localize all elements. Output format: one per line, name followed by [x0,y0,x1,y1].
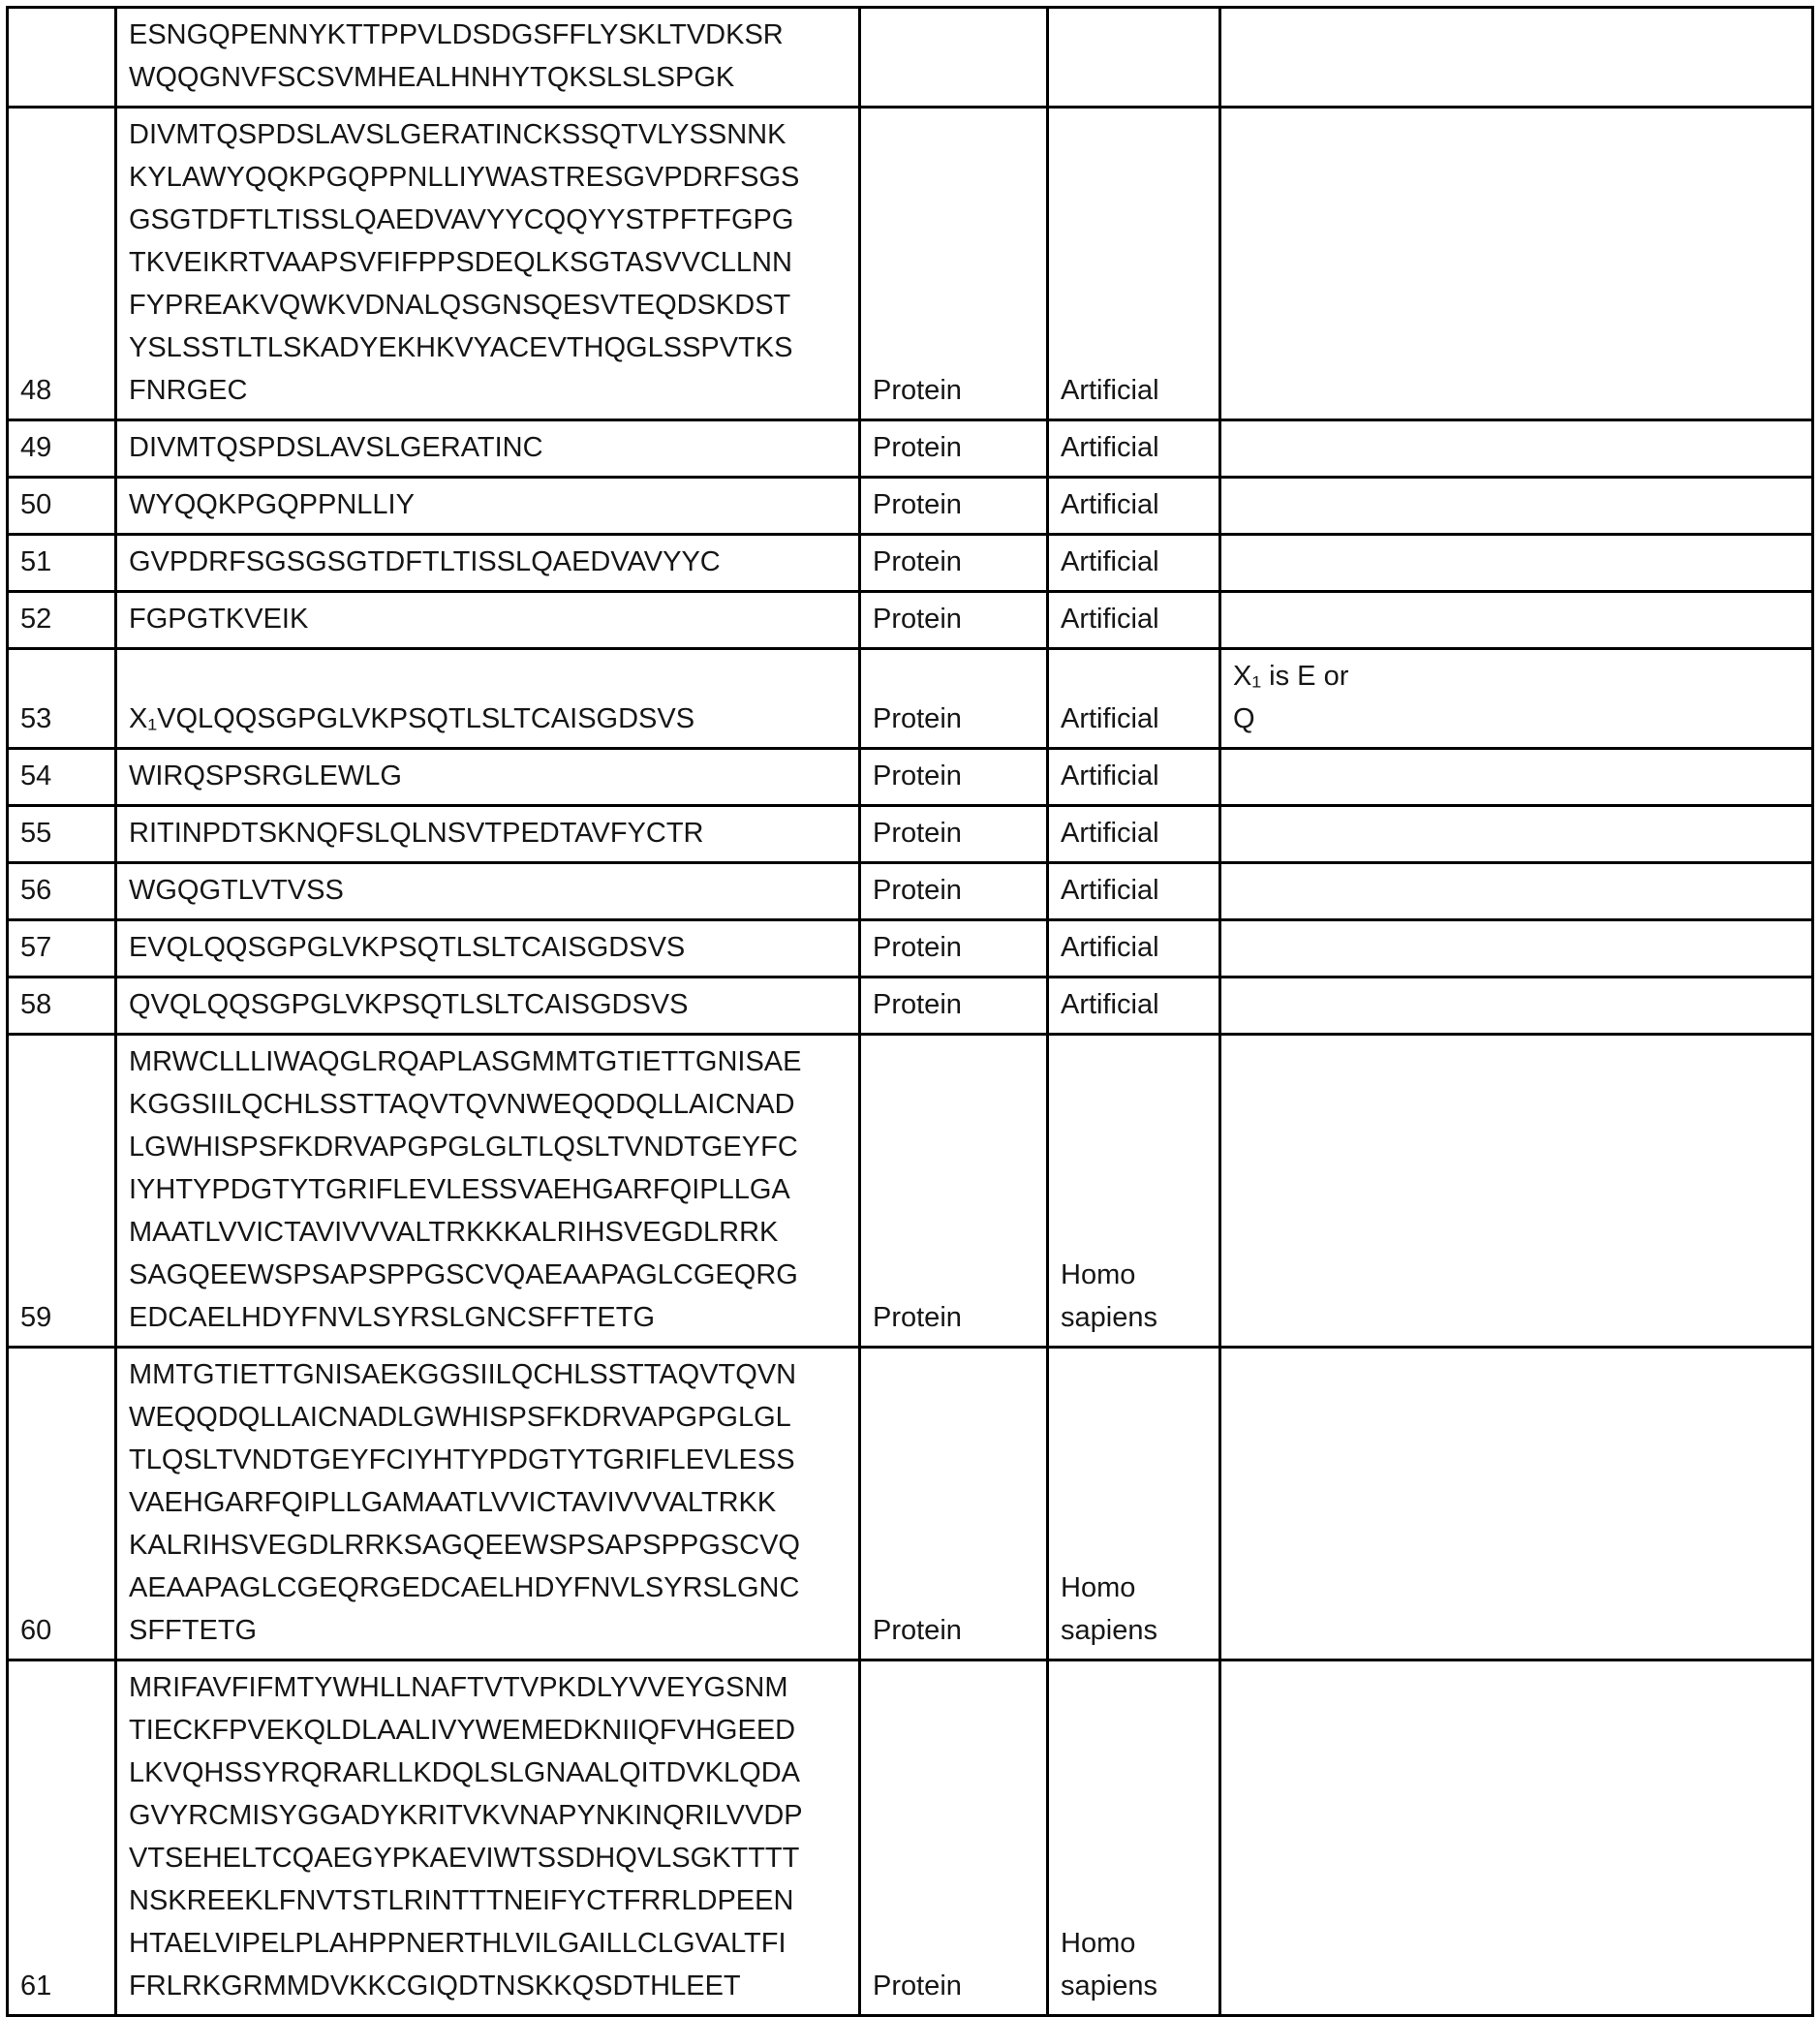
sequence-cell: MRWCLLLIWAQGLRQAPLASGMMTGTIETTGNISAE KGGSIILQCHLSSTTAQVTQVNWEQQDQLLAICNAD LGWHISPSFKDRVAPGPGLGLTLQSLTVNDTGEYFC IYHTYPDGTYTGRIFLEVLESSVAEHGARFQIPLLGA MAATLVVICTAVIVVVALTRKKKALRIHSVEGDLRRK SAGQEEWSPSAPSPPGSCVQAEAAPAGLCGEQRG EDCAELHDYFNVLSYRSLGNCSFFTETG [116,1035,860,1348]
table-row [8,806,1813,863]
note-cell [1220,1660,1813,2016]
table-row [8,535,1813,592]
organism-cell: Artificial [1048,420,1220,478]
table-row [8,478,1813,535]
molecule-type-cell: Protein [860,592,1048,649]
sequence-cell: ESNGQPENNYKTTPPVLDSDGSFFLYSKLTVDKSR WQQGNVFSCSVMHEALHNHYTQKSLSLSPGK [116,8,860,108]
organism-cell: Artificial [1048,592,1220,649]
table-row [8,592,1813,649]
table-row [8,420,1813,478]
table-row [8,1348,1813,1660]
sequence-table-body [8,8,1813,2016]
note-cell [1220,420,1813,478]
note-cell [1220,1035,1813,1348]
sequence-cell: WIRQSPSRGLEWLG [116,749,860,806]
table-row [8,863,1813,920]
note-cell [1220,863,1813,920]
sequence-cell: X₁VQLQQSGPGLVKPSQTLSLTCAISGDSVS [116,649,860,749]
table-row [8,977,1813,1035]
organism-cell: Artificial [1048,749,1220,806]
row-number-cell: 55 [8,806,116,863]
row-number-cell: 60 [8,1348,116,1660]
row-number-cell: 53 [8,649,116,749]
sequence-cell: WYQQKPGQPPNLLIY [116,478,860,535]
organism-cell: Homo sapiens [1048,1035,1220,1348]
organism-cell: Artificial [1048,535,1220,592]
note-cell [1220,535,1813,592]
organism-cell: Artificial [1048,977,1220,1035]
sequence-cell: DIVMTQSPDSLAVSLGERATINC [116,420,860,478]
row-number-cell: 50 [8,478,116,535]
organism-cell: Artificial [1048,478,1220,535]
table-row [8,108,1813,420]
sequence-cell: WGQGTLVTVSS [116,863,860,920]
organism-cell: Artificial [1048,863,1220,920]
organism-cell: Homo sapiens [1048,1660,1220,2016]
row-number-cell [8,8,116,108]
note-cell [1220,592,1813,649]
note-cell [1220,806,1813,863]
row-number-cell: 52 [8,592,116,649]
molecule-type-cell: Protein [860,806,1048,863]
molecule-type-cell: Protein [860,108,1048,420]
row-number-cell: 57 [8,920,116,977]
molecule-type-cell: Protein [860,863,1048,920]
molecule-type-cell [860,8,1048,108]
organism-cell: Artificial [1048,649,1220,749]
sequence-cell: MRIFAVFIFMTYWHLLNAFTVTVPKDLYVVEYGSNM TIECKFPVEKQLDLAALIVYWEMEDKNIIQFVHGEED LKVQHSSYRQRARLLKDQLSLGNAALQITDVKLQDA GVYRCMISYGGADYKRITVKVNAPYNKINQRILVVDP VTSEHELTCQAEGYPKAEVIWTSSDHQVLSGKTTTT NSKREEKLFNVTSTLRINTTTNEIFYCTFRRLDPEEN HTAELVIPELPLAHPPNERTHLVILGAILLCLGVALTFI FRLRKGRMMDVKKCGIQDTNSKKQSDTHLEET [116,1660,860,2016]
note-cell [1220,8,1813,108]
row-number-cell: 48 [8,108,116,420]
note-cell [1220,1348,1813,1660]
row-number-cell: 61 [8,1660,116,2016]
organism-cell: Artificial [1048,920,1220,977]
note-cell [1220,920,1813,977]
row-number-cell: 59 [8,1035,116,1348]
sequence-cell: MMTGTIETTGNISAEKGGSIILQCHLSSTTAQVTQVN WEQQDQLLAICNADLGWHISPSFKDRVAPGPGLGL TLQSLTVNDTGEYFCIYHTYPDGTYTGRIFLEVLESS VAEHGARFQIPLLGAMAATLVVICTAVIVVVALTRKK KALRIHSVEGDLRRKSAGQEEWSPSAPSPPGSCVQ AEAAPAGLCGEQRGEDCAELHDYFNVLSYRSLGNC SFFTETG [116,1348,860,1660]
molecule-type-cell: Protein [860,1348,1048,1660]
molecule-type-cell: Protein [860,535,1048,592]
table-row [8,8,1813,108]
molecule-type-cell: Protein [860,420,1048,478]
molecule-type-cell: Protein [860,749,1048,806]
note-cell: X₁ is E or Q [1220,649,1813,749]
molecule-type-cell: Protein [860,649,1048,749]
table-row [8,920,1813,977]
row-number-cell: 51 [8,535,116,592]
sequence-cell: FGPGTKVEIK [116,592,860,649]
organism-cell: Artificial [1048,806,1220,863]
organism-cell: Homo sapiens [1048,1348,1220,1660]
table-row [8,649,1813,749]
organism-cell: Artificial [1048,108,1220,420]
molecule-type-cell: Protein [860,1035,1048,1348]
table-row [8,1660,1813,2016]
molecule-type-cell: Protein [860,977,1048,1035]
table-row [8,749,1813,806]
molecule-type-cell: Protein [860,1660,1048,2016]
row-number-cell: 56 [8,863,116,920]
note-cell [1220,478,1813,535]
row-number-cell: 54 [8,749,116,806]
sequence-table [6,6,1814,2017]
sequence-cell: EVQLQQSGPGLVKPSQTLSLTCAISGDSVS [116,920,860,977]
molecule-type-cell: Protein [860,920,1048,977]
note-cell [1220,977,1813,1035]
molecule-type-cell: Protein [860,478,1048,535]
sequence-cell: QVQLQQSGPGLVKPSQTLSLTCAISGDSVS [116,977,860,1035]
row-number-cell: 58 [8,977,116,1035]
sequence-cell: RITINPDTSKNQFSLQLNSVTPEDTAVFYCTR [116,806,860,863]
sequence-cell: GVPDRFSGSGSGTDFTLTISSLQAEDVAVYYC [116,535,860,592]
row-number-cell: 49 [8,420,116,478]
note-cell [1220,749,1813,806]
organism-cell [1048,8,1220,108]
sequence-cell: DIVMTQSPDSLAVSLGERATINCKSSQTVLYSSNNK KYLAWYQQKPGQPPNLLIYWASTRESGVPDRFSGS GSGTDFTLTISSLQAEDVAVYYCQQYYSTPFTFGPG TKVEIKRTVAAPSVFIFPPSDEQLKSGTASVVCLLNN FYPREAKVQWKVDNALQSGNSQESVTEQDSKDST YSLSSTLTLSKADYEKHKVYACEVTHQGLSSPVTKS FNRGEC [116,108,860,420]
note-cell [1220,108,1813,420]
table-row [8,1035,1813,1348]
